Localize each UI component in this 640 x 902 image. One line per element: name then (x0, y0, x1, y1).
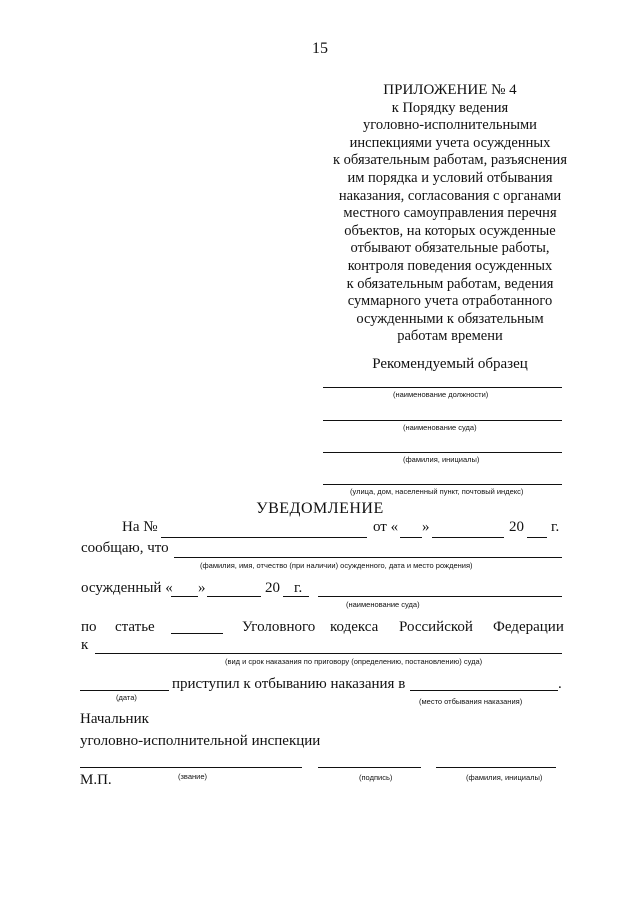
article-word: статье (115, 619, 155, 635)
signature-caption: (подпись) (359, 773, 393, 782)
year-field[interactable] (527, 537, 547, 538)
sentence-field[interactable] (95, 653, 562, 654)
appendix-line: контроля поведения осужденных (347, 257, 553, 274)
quote-close: » (198, 580, 206, 596)
court-line[interactable] (323, 420, 562, 421)
court-caption: (наименование суда) (403, 423, 477, 432)
head-title-line1: Начальник (80, 711, 149, 727)
convict-name-field[interactable] (174, 557, 562, 558)
appendix-line: суммарного учета отработанного (347, 293, 553, 310)
appendix-line: им порядка и условий отбывания (347, 169, 553, 186)
appendix-line: ПРИЛОЖЕНИЕ № 4 (383, 82, 517, 98)
appendix-header (300, 82, 600, 346)
rank-field[interactable] (80, 767, 302, 768)
period-mark: . (558, 676, 562, 692)
start-date-field[interactable] (80, 690, 169, 691)
date-from-label: от « (373, 519, 399, 535)
code-word: кодекса (330, 619, 379, 635)
number-label: На № (122, 519, 158, 535)
head-title-line2: уголовно-исполнительной инспекции (80, 733, 321, 749)
signer-name-caption: (фамилия, инициалы) (466, 773, 543, 782)
article-field[interactable] (171, 633, 223, 634)
russian-word: Российской (399, 619, 473, 635)
convicted-label: осужденный « (81, 580, 173, 596)
appendix-line: работам времени (397, 328, 503, 345)
recommended-sample: Рекомендуемый образец (372, 356, 528, 372)
po-word: по (81, 619, 97, 635)
serving-place-caption: (место отбывания наказания) (419, 697, 523, 706)
year-suffix: г. (551, 519, 560, 535)
position-caption: (наименование должности) (393, 390, 489, 399)
document-title: УВЕДОМЛЕНИЕ (256, 500, 384, 517)
report-label: сообщаю, что (81, 540, 169, 556)
started-serving-text: приступил к отбыванию наказания в (172, 676, 406, 692)
appendix-line: местного самоуправления перечня (343, 205, 557, 222)
address-caption: (улица, дом, населенный пункт, почтовый индекс) (350, 487, 524, 496)
appendix-line: к Порядку ведения (391, 99, 509, 116)
appendix-line: объектов, на которых осужденные (344, 222, 556, 239)
number-field[interactable] (161, 537, 367, 538)
convicted-day-field[interactable] (171, 596, 198, 597)
appendix-line: осужденными к обязательным (356, 310, 544, 327)
appendix-line: отбывают обязательные работы, (350, 240, 550, 257)
name-caption: (фамилия, инициалы) (403, 455, 480, 464)
year-prefix: 20 (509, 519, 524, 535)
convict-name-caption: (фамилия, имя, отчество (при наличии) осужденного, дата и место рождения) (200, 561, 473, 570)
page-number: 15 (312, 40, 328, 57)
convicted-month-field[interactable] (207, 596, 261, 597)
serving-place-field[interactable] (410, 690, 558, 691)
convicted-year-suffix: г. (294, 580, 303, 596)
convicting-court-caption: (наименование суда) (346, 600, 420, 609)
signature-field[interactable] (318, 767, 421, 768)
federation-word: Федерации (493, 619, 564, 635)
criminal-word: Уголовного (242, 619, 316, 635)
quote-close: » (422, 519, 430, 535)
k-word: к (81, 637, 89, 653)
convicting-court-field[interactable] (318, 596, 562, 597)
convicted-year-prefix: 20 (265, 580, 280, 596)
appendix-line: к обязательным работам, ведения (346, 275, 554, 292)
sentence-caption: (вид и срок наказания по приговору (определению, постановлению) суда) (225, 657, 483, 666)
address-line[interactable] (323, 484, 562, 485)
month-field[interactable] (432, 537, 504, 538)
stamp-mark: М.П. (80, 772, 112, 788)
appendix-line: инспекциями учета осужденных (349, 134, 551, 151)
day-field[interactable] (400, 537, 422, 538)
rank-caption: (звание) (178, 772, 208, 781)
name-line[interactable] (323, 452, 562, 453)
signer-name-field[interactable] (436, 767, 556, 768)
appendix-line: наказания, согласования с органами (338, 187, 562, 204)
position-line[interactable] (323, 387, 562, 388)
appendix-line: к обязательным работам, разъяснения (333, 152, 567, 169)
start-date-caption: (дата) (116, 693, 137, 702)
appendix-line: уголовно-исполнительными (363, 117, 537, 134)
